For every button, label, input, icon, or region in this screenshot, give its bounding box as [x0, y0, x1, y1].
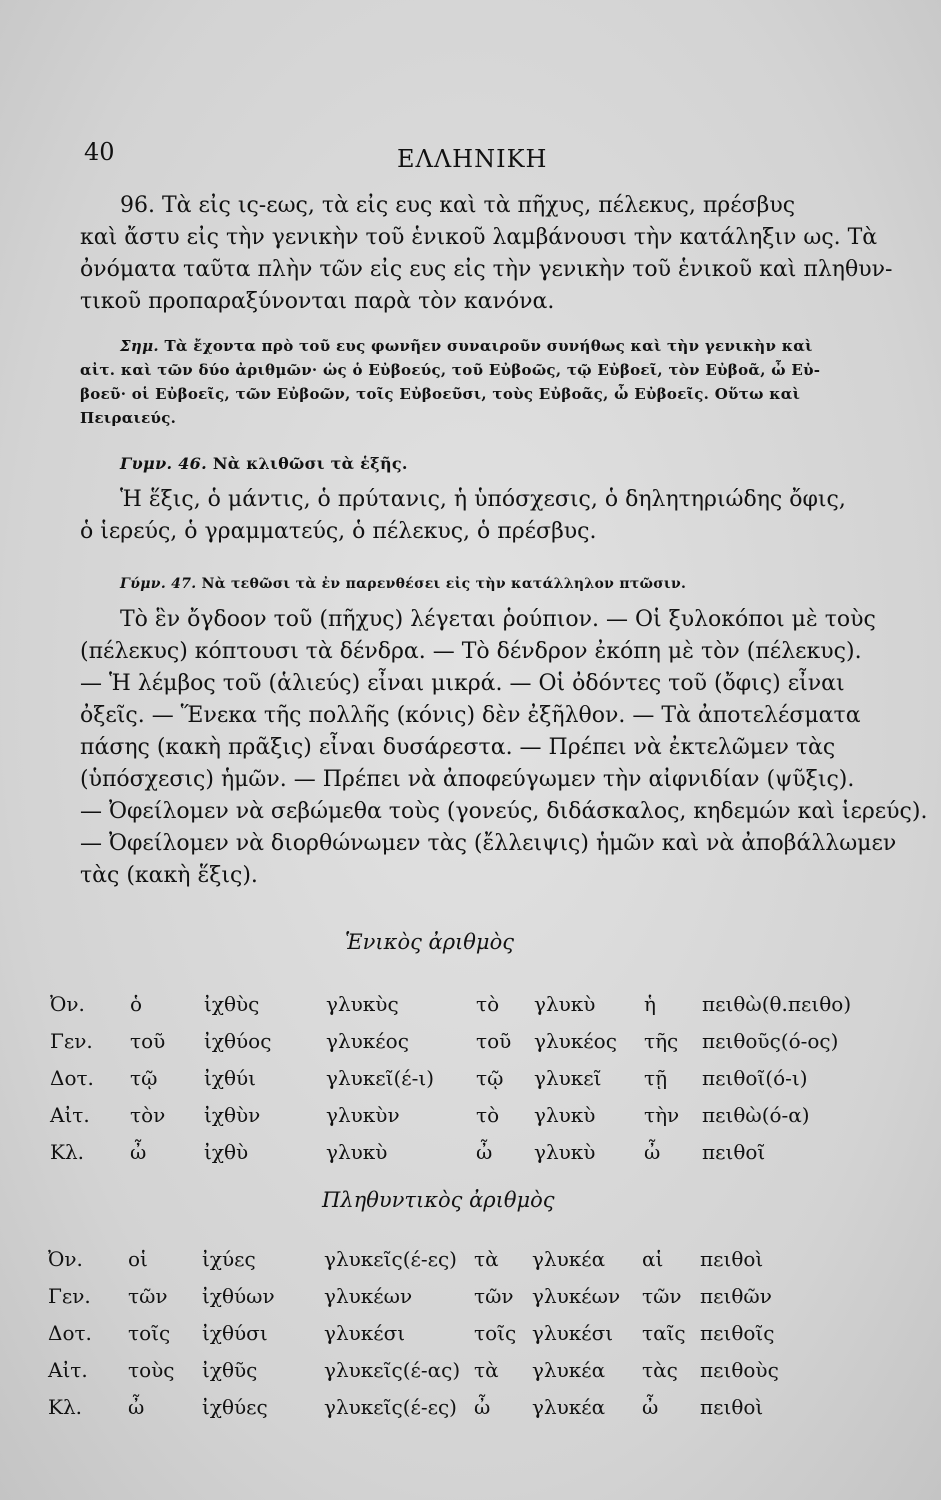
note-line: βοεῦ· οἱ Εὐβοεῖς, τῶν Εὐβοῶν, τοῖς Εὐβοεῦσι, τοὺς Εὐβοᾶς, ὦ Εὐβοεῖς. Οὕτω καὶ: [80, 385, 801, 403]
rule-96-paragraph: [80, 190, 893, 318]
plural-adjective-glyky: γλυκέα: [532, 1246, 606, 1271]
note-line: [80, 334, 870, 358]
singular-row: [50, 1096, 862, 1133]
singular-noun-ichthys: ἰχθύος: [204, 1028, 272, 1053]
plural-heading: Πληθυντικὸς ἀριθμὸς: [322, 1188, 555, 1212]
exercise-47-body: [80, 604, 928, 892]
singular-adjective-glyky: γλυκὺ: [534, 991, 596, 1016]
exercise-47-line: — Ὀφείλομεν νὰ σεβώμεθα τοὺς (γονεύς, διδάσκαλος, κηδεμών καὶ ἱερεύς).: [80, 799, 928, 824]
plural-row: [48, 1240, 860, 1277]
exercise-47-line: — Ἡ λέμβος τοῦ (ἁλιεύς) εἶναι μικρά. — Οἱ ὀδόντες τοῦ (ὄφις) εἶναι: [80, 671, 845, 696]
note-paragraph: [80, 334, 870, 430]
plural-case-label: Αἰτ.: [48, 1357, 88, 1382]
plural-adjective-glyky: γλυκέα: [532, 1394, 606, 1419]
plural-row: [48, 1388, 860, 1425]
singular-case-label: Ὀν.: [50, 991, 85, 1016]
exercise-47-line: — Ὀφείλομεν νὰ διορθώνωμεν τὰς (ἔλλειψις) ἡμῶν καὶ νὰ ἀποβάλλωμεν: [80, 831, 897, 856]
plural-case-label: Δοτ.: [48, 1320, 92, 1345]
singular-article-neut: τὸ: [476, 1102, 500, 1127]
rule-96-line: 96. Τὰ εἰς ις-εως, τὰ εἰς ευς καὶ τὰ πῆχυς, πέλεκυς, πρέσβυς: [120, 193, 796, 218]
singular-noun-ichthys: ἰχθὺ: [204, 1139, 249, 1164]
singular-article-neut: τοῦ: [476, 1028, 512, 1053]
plural-article-masc: οἱ: [128, 1246, 148, 1271]
plural-noun-ichthys: ἰχθύων: [202, 1283, 275, 1308]
singular-noun-ichthys: ἰχθὺς: [204, 991, 260, 1016]
singular-article-masc: τοῦ: [130, 1028, 166, 1053]
exercise-47: [80, 572, 928, 892]
singular-row: [50, 1022, 862, 1059]
singular-article-masc: τῷ: [130, 1065, 158, 1090]
exercise-47-instruction: Νὰ τεθῶσι τὰ ἐν παρενθέσει εἰς τὴν κατάλληλον πτῶσιν.: [201, 576, 687, 592]
plural-noun-peitho: πειθῶν: [700, 1283, 772, 1308]
exercise-46-line: Ἡ ἕξις, ὁ μάντις, ὁ πρύτανις, ἡ ὑπόσχεσις, ὁ δηλητηριώδης ὄφις,: [120, 487, 846, 512]
page-number: 40: [84, 138, 115, 166]
note-text: Τὰ ἔχοντα πρὸ τοῦ ευς φωνῆεν συναιροῦν συνήθως καὶ τὴν γενικὴν καὶ: [164, 337, 813, 355]
plural-noun-ichthys: ἰχθύες: [202, 1394, 268, 1419]
plural-noun-peitho: πειθοὶ: [700, 1394, 764, 1419]
plural-article-neut: τὰ: [474, 1246, 499, 1271]
note-line: αἰτ. καὶ τῶν δύο ἀριθμῶν· ὡς ὁ Εὐβοεύς, τοῦ Εὐβοῶς, τῷ Εὐβοεῖ, τὸν Εὐβοᾶ, ὦ Εὐ-: [80, 361, 821, 379]
plural-adjective-glykys: γλυκεῖς(έ-ες): [324, 1394, 457, 1419]
plural-article-fem: τῶν: [642, 1283, 682, 1308]
singular-adjective-glyky: γλυκὺ: [534, 1102, 596, 1127]
plural-noun-ichthys: ἰχύες: [202, 1246, 256, 1271]
exercise-46-heading: [80, 452, 870, 476]
plural-case-label: Γεν.: [48, 1283, 91, 1308]
plural-adjective-glykys: γλυκεῖς(έ-ες): [324, 1246, 457, 1271]
exercise-46-label: Γυμν. 46.: [120, 454, 207, 473]
singular-adjective-glykys: γλυκὺν: [326, 1102, 400, 1127]
singular-noun-peitho: πειθοῖ: [702, 1139, 766, 1164]
plural-row: [48, 1351, 860, 1388]
plural-noun-peitho: πειθοὺς: [700, 1357, 779, 1382]
exercise-46-line: ὁ ἱερεύς, ὁ γραμματεύς, ὁ πέλεκυς, ὁ πρέσβυς.: [80, 519, 597, 544]
singular-article-fem: ἡ: [644, 991, 656, 1016]
plural-adjective-glykys: γλυκεῖς(έ-ας): [324, 1357, 461, 1382]
singular-noun-peitho: πειθὼ(ό-α): [702, 1102, 810, 1127]
singular-noun-peitho: πειθοῖ(ό-ι): [702, 1065, 808, 1090]
singular-row: [50, 1133, 862, 1170]
singular-case-label: Δοτ.: [50, 1065, 94, 1090]
singular-adjective-glykys: γλυκέος: [326, 1028, 409, 1053]
plural-adjective-glyky: γλυκέων: [532, 1283, 621, 1308]
exercise-47-heading: [80, 572, 870, 596]
note-line: Πειραιεύς.: [80, 409, 177, 427]
plural-noun-ichthys: ἰχθῦς: [202, 1357, 258, 1382]
plural-declension-table: [48, 1240, 860, 1425]
plural-noun-ichthys: ἰχθύσι: [202, 1320, 268, 1345]
exercise-47-line: Τὸ ἓν ὄγδοον τοῦ (πῆχυς) λέγεται ῥούπιον. — Οἱ ξυλοκόποι μὲ τοὺς: [120, 607, 876, 632]
singular-row: [50, 985, 862, 1022]
plural-row: [48, 1277, 860, 1314]
singular-adjective-glykys: γλυκεῖ(έ-ι): [326, 1065, 435, 1090]
singular-case-label: Αἰτ.: [50, 1102, 90, 1127]
exercise-47-line: (ὑπόσχεσις) ἡμῶν. — Πρέπει νὰ ἀποφεύγωμεν τὴν αἰφνιδίαν (ψῦξις).: [80, 767, 855, 792]
singular-case-label: Γεν.: [50, 1028, 93, 1053]
plural-adjective-glykys: γλυκέσι: [324, 1320, 406, 1345]
plural-adjective-glykys: γλυκέων: [324, 1283, 413, 1308]
plural-article-fem: αἱ: [642, 1246, 664, 1271]
plural-article-masc: τοὺς: [128, 1357, 175, 1382]
singular-adjective-glykys: γλυκὺ: [326, 1139, 388, 1164]
singular-adjective-glykys: γλυκὺς: [326, 991, 399, 1016]
singular-adjective-glyky: γλυκὺ: [534, 1139, 596, 1164]
plural-article-masc: τῶν: [128, 1283, 168, 1308]
plural-article-neut: ὦ: [474, 1394, 491, 1419]
exercise-47-label: Γύμν. 47.: [120, 576, 197, 592]
plural-article-neut: τὰ: [474, 1357, 499, 1382]
plural-article-neut: τῶν: [474, 1283, 514, 1308]
exercise-47-line: πάσης (κακὴ πρᾶξις) εἶναι δυσάρεστα. — Πρέπει νὰ ἐκτελῶμεν τὰς: [80, 735, 836, 760]
plural-noun-peitho: πειθοὶ: [700, 1246, 764, 1271]
singular-article-neut: ὦ: [476, 1139, 493, 1164]
exercise-47-line: ὀξεῖς. — Ἕνεκα τῆς πολλῆς (κόνις) δὲν ἐξῆλθον. — Τὰ ἀποτελέσματα: [80, 703, 861, 728]
singular-noun-ichthys: ἰχθὺν: [204, 1102, 261, 1127]
plural-article-masc: τοῖς: [128, 1320, 171, 1345]
plural-noun-peitho: πειθοῖς: [700, 1320, 775, 1345]
singular-adjective-glyky: γλυκέος: [534, 1028, 617, 1053]
rule-96-line: ὀνόματα ταῦτα πλὴν τῶν εἰς ευς εἰς τὴν γενικὴν τοῦ ἑνικοῦ καὶ πληθυν-: [80, 257, 893, 282]
running-title: ΕΛΛΗΝΙΚΗ: [397, 145, 548, 173]
singular-article-masc: τὸν: [130, 1102, 166, 1127]
exercise-46: [80, 452, 870, 548]
singular-article-masc: ὁ: [130, 991, 143, 1016]
exercise-46-instruction: Νὰ κλιθῶσι τὰ ἑξῆς.: [212, 454, 408, 473]
plural-article-fem: ταῖς: [642, 1320, 686, 1345]
singular-declension-table: [50, 985, 862, 1170]
singular-article-neut: τῷ: [476, 1065, 504, 1090]
plural-row: [48, 1314, 860, 1351]
rule-96-line: καὶ ἄστυ εἰς τὴν γενικὴν τοῦ ἑνικοῦ λαμβάνουσι τὴν κατάληξιν ως. Τὰ: [80, 225, 878, 250]
singular-article-masc: ὦ: [130, 1139, 147, 1164]
singular-article-neut: τὸ: [476, 991, 500, 1016]
singular-noun-peitho: πειθοῦς(ό-ος): [702, 1028, 839, 1053]
singular-heading: Ἑνικὸς ἀριθμὸς: [345, 930, 514, 954]
plural-article-neut: τοῖς: [474, 1320, 517, 1345]
plural-article-fem: ὦ: [642, 1394, 659, 1419]
plural-case-label: Κλ.: [48, 1394, 82, 1419]
singular-article-fem: τῇ: [644, 1065, 668, 1090]
singular-article-fem: ὦ: [644, 1139, 661, 1164]
plural-article-fem: τὰς: [642, 1357, 678, 1382]
singular-adjective-glyky: γλυκεῖ: [534, 1065, 602, 1090]
plural-article-masc: ὦ: [128, 1394, 145, 1419]
plural-adjective-glyky: γλυκέσι: [532, 1320, 614, 1345]
singular-article-fem: τῆς: [644, 1028, 679, 1053]
singular-noun-ichthys: ἰχθύι: [204, 1065, 257, 1090]
exercise-47-line: τὰς (κακὴ ἕξις).: [80, 863, 258, 888]
singular-case-label: Κλ.: [50, 1139, 84, 1164]
singular-article-fem: τὴν: [644, 1102, 680, 1127]
exercise-47-line: (πέλεκυς) κόπτουσι τὰ δένδρα. — Τὸ δένδρον ἐκόπη μὲ τὸν (πέλεκυς).: [80, 639, 862, 664]
plural-case-label: Ὀν.: [48, 1246, 83, 1271]
singular-row: [50, 1059, 862, 1096]
plural-adjective-glyky: γλυκέα: [532, 1357, 606, 1382]
note-label: Σημ.: [120, 337, 159, 355]
singular-noun-peitho: πειθὼ(θ.πειθο): [702, 991, 852, 1016]
rule-96-line: τικοῦ προπαραξύνονται παρὰ τὸν κανόνα.: [80, 289, 555, 314]
